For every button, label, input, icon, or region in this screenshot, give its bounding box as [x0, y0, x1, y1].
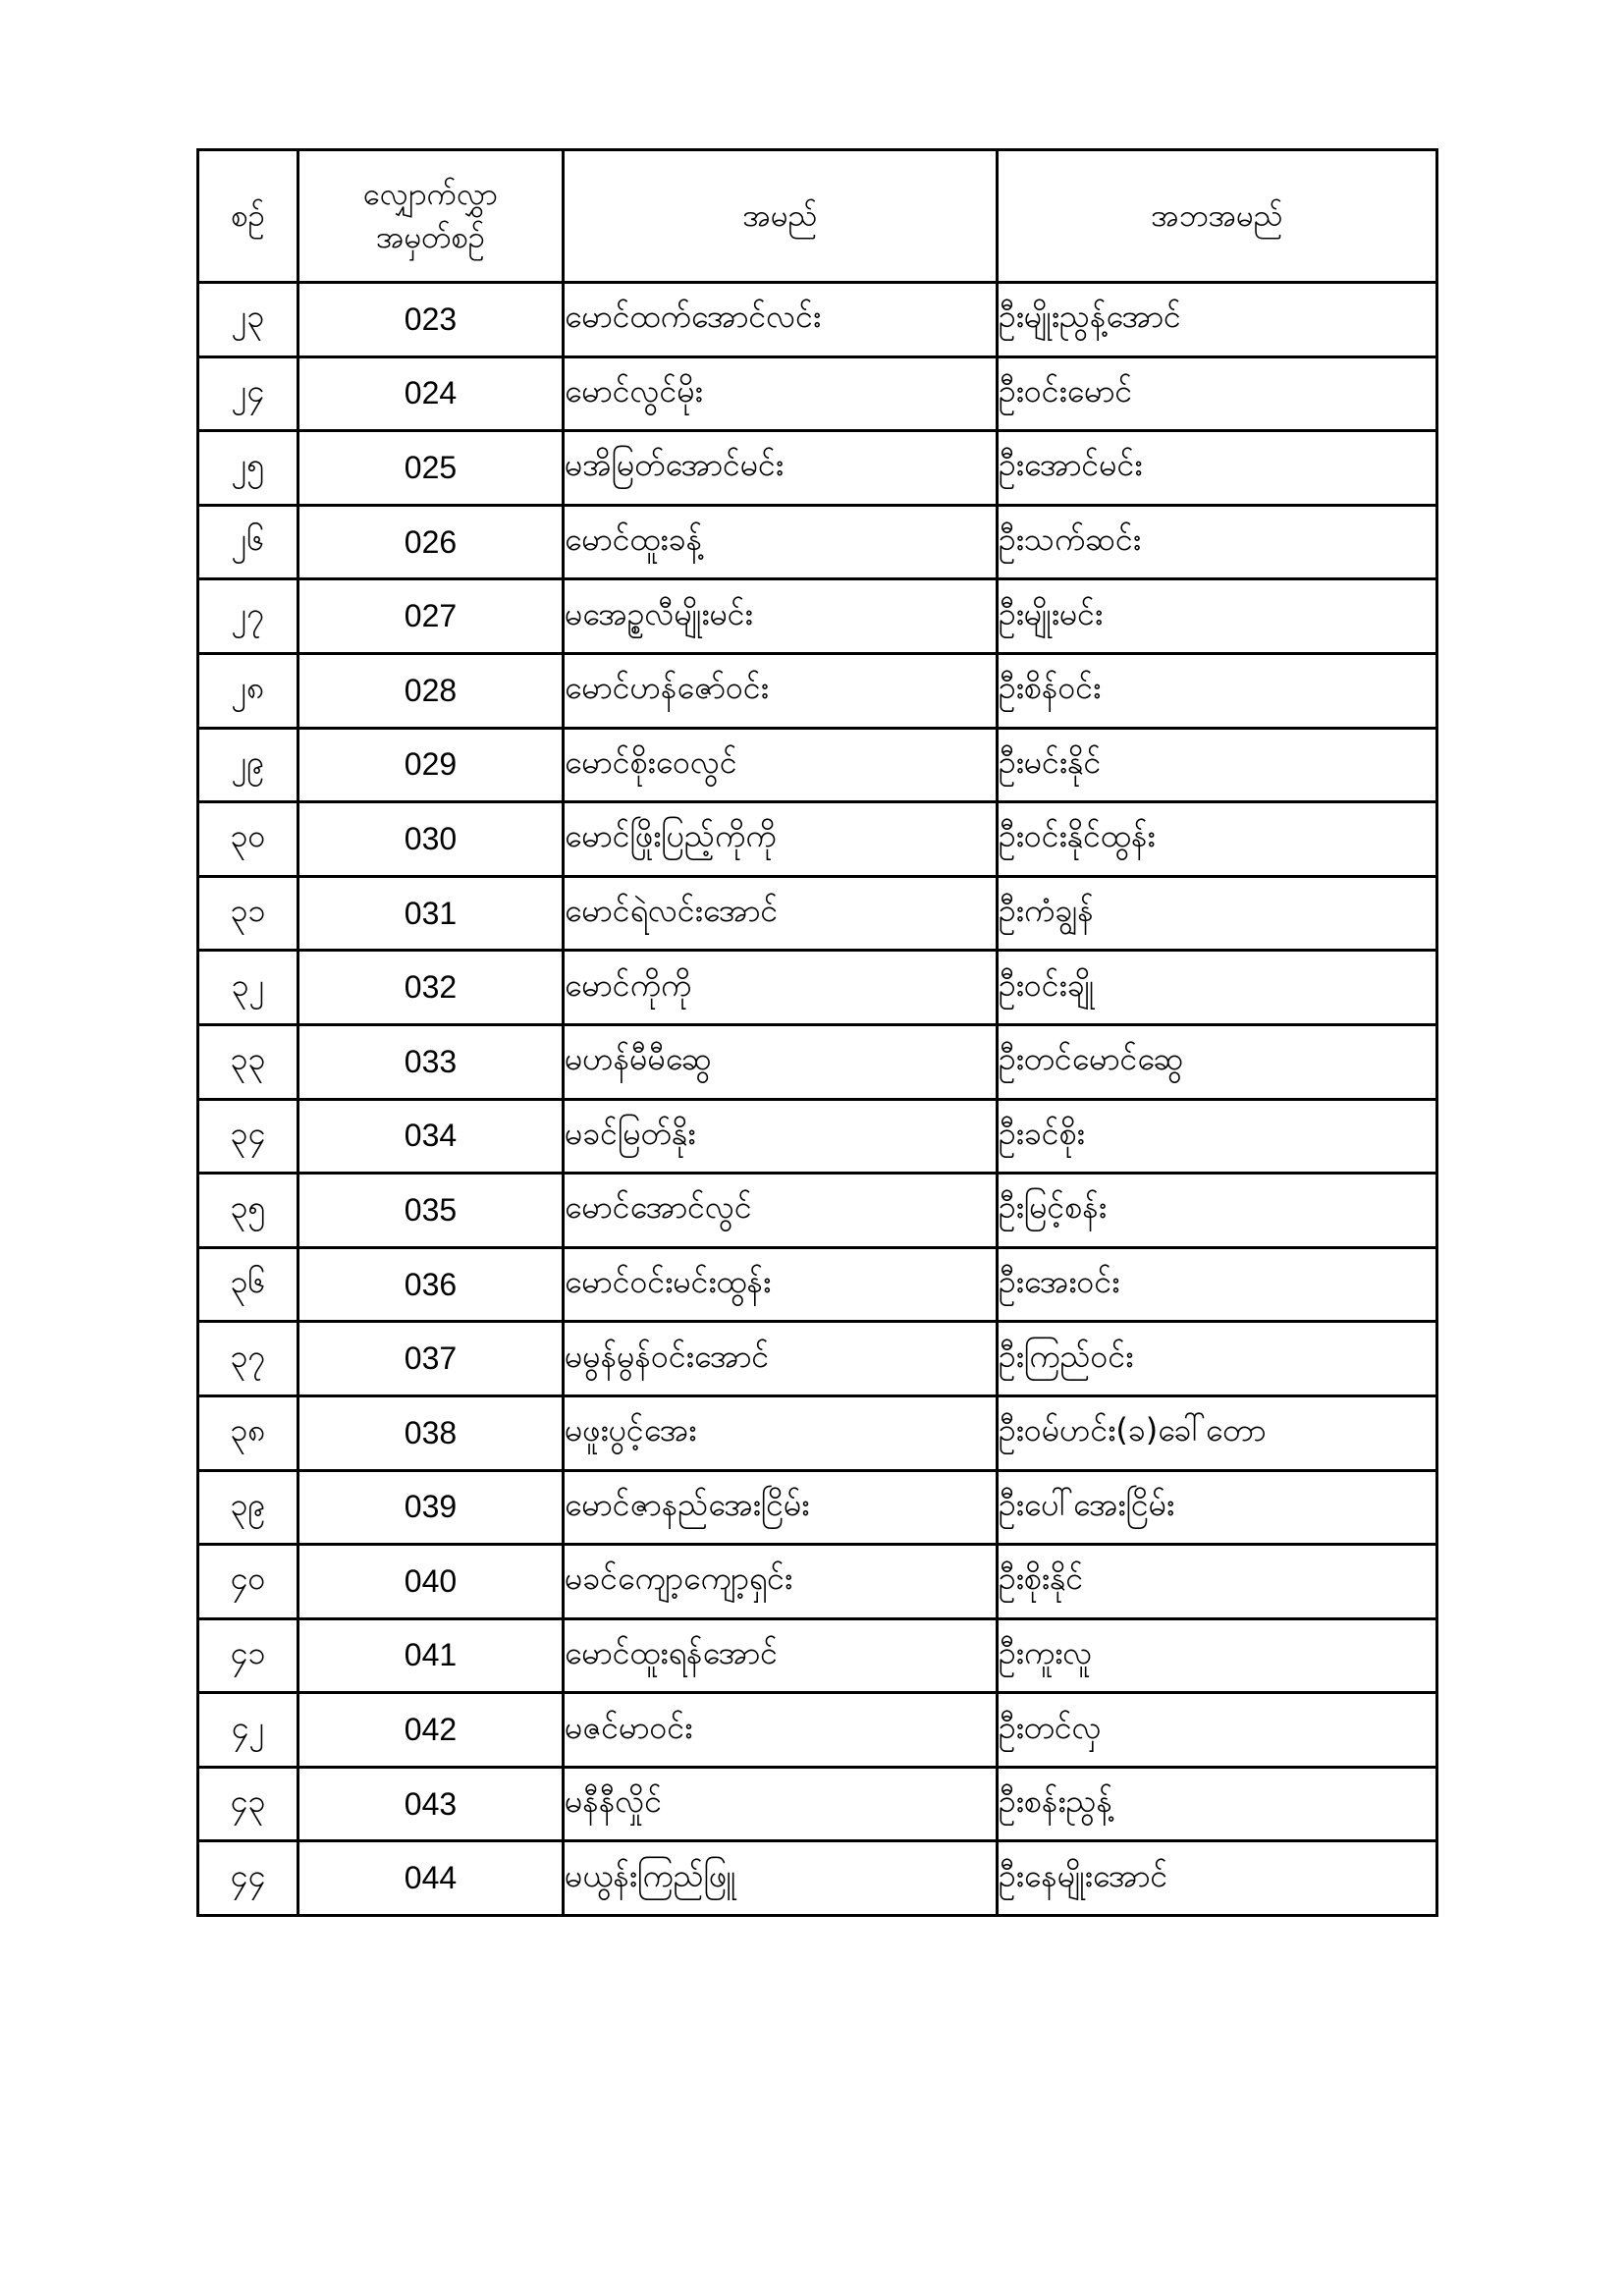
- applicant-name: မောင်ဖြိုးပြည့်ကိုကို: [564, 802, 998, 877]
- header-roll-number: [298, 150, 564, 283]
- father-name: ဦးနေမျိုးအောင်: [998, 1841, 1437, 1916]
- applicant-name: မခင်ကျော့ကျော့ရှင်း: [564, 1545, 998, 1619]
- application-number: 036: [298, 1247, 564, 1322]
- father-name: ဦးမျိုးညွန့်အောင်: [998, 283, 1437, 357]
- applicant-name: မောင်လွင်မိုး: [564, 356, 998, 431]
- father-name: ဦးစိန်ဝင်း: [998, 653, 1437, 728]
- header-no: စဉ်: [198, 150, 298, 283]
- application-number: 031: [298, 876, 564, 951]
- applicant-name: မအေဥ္စလီမျိုးမင်း: [564, 579, 998, 654]
- table-row: [198, 1099, 1437, 1174]
- application-number: 037: [298, 1322, 564, 1396]
- application-number: 034: [298, 1099, 564, 1174]
- row-number: ၂၃: [198, 283, 298, 357]
- father-name: ဦးကြည်ဝင်း: [998, 1322, 1437, 1396]
- table-row: [198, 1618, 1437, 1693]
- table-row: [198, 1395, 1437, 1470]
- father-name: ဦးဝမ်ဟင်း(ခ)ခေါ်တော: [998, 1395, 1437, 1470]
- table-row: [198, 1174, 1437, 1248]
- father-name: ဦးမျိုးမင်း: [998, 579, 1437, 654]
- row-number: ၃၇: [198, 1322, 298, 1396]
- table-row: [198, 1470, 1437, 1545]
- application-number: 027: [298, 579, 564, 654]
- application-number: 030: [298, 802, 564, 877]
- row-number: ၄၂: [198, 1693, 298, 1768]
- table-row: [198, 1841, 1437, 1916]
- applicant-name: မနီနီလှိုင်: [564, 1767, 998, 1841]
- applicant-name: မောင်ထက်အောင်လင်း: [564, 283, 998, 357]
- header-roll-line2: အမှတ်စဉ်: [376, 220, 485, 255]
- row-number: ၄၄: [198, 1841, 298, 1916]
- row-number: ၂၇: [198, 579, 298, 654]
- father-name: ဦးအောင်မင်း: [998, 431, 1437, 506]
- applicant-name: မောင်စိုးဝေလွင်: [564, 728, 998, 802]
- applicant-name: မောင်ဟန်ဇော်ဝင်း: [564, 653, 998, 728]
- applicant-name: မောင်ထူးရန်အောင်: [564, 1618, 998, 1693]
- applicant-name: မောင်ရဲလင်းအောင်: [564, 876, 998, 951]
- table-row: [198, 1545, 1437, 1619]
- application-number: 026: [298, 505, 564, 579]
- applicant-name: မဖူးပွင့်အေး: [564, 1395, 998, 1470]
- header-father-name: အဘအမည်: [998, 150, 1437, 283]
- table-row: [198, 431, 1437, 506]
- row-number: ၂၄: [198, 356, 298, 431]
- father-name: ဦးစိုးနိုင်: [998, 1545, 1437, 1619]
- father-name: ဦးမြင့်စန်း: [998, 1174, 1437, 1248]
- table-header: [198, 150, 1437, 283]
- table-row: [198, 283, 1437, 357]
- row-number: ၃၉: [198, 1470, 298, 1545]
- application-number: 044: [298, 1841, 564, 1916]
- table-body: [198, 283, 1437, 1916]
- father-name: ဦးဝင်းမောင်: [998, 356, 1437, 431]
- row-number: ၃၁: [198, 876, 298, 951]
- table-row: [198, 1024, 1437, 1099]
- row-number: ၂၆: [198, 505, 298, 579]
- row-number: ၄၀: [198, 1545, 298, 1619]
- father-name: ဦးအေးဝင်း: [998, 1247, 1437, 1322]
- application-number: 028: [298, 653, 564, 728]
- row-number: ၃၈: [198, 1395, 298, 1470]
- father-name: ဦးစန်းညွန့်: [998, 1767, 1437, 1841]
- father-name: ဦးတင်မောင်ဆွေ: [998, 1024, 1437, 1099]
- table-row: [198, 1767, 1437, 1841]
- application-number: 029: [298, 728, 564, 802]
- father-name: ဦးကံချွန်: [998, 876, 1437, 951]
- application-number: 042: [298, 1693, 564, 1768]
- father-name: ဦးဝင်းချို: [998, 951, 1437, 1025]
- applicant-name: မဇင်မာဝင်း: [564, 1693, 998, 1768]
- applicant-name: မယွန်းကြည်ဖြူ: [564, 1841, 998, 1916]
- header-roll-line1: လျှောက်လွှာ: [363, 177, 498, 212]
- table-row: [198, 356, 1437, 431]
- father-name: ဦးဝင်းနိုင်ထွန်း: [998, 802, 1437, 877]
- table-row: [198, 1322, 1437, 1396]
- application-number: 040: [298, 1545, 564, 1619]
- row-number: ၃၀: [198, 802, 298, 877]
- table-row: [198, 579, 1437, 654]
- father-name: ဦးကူးလူ: [998, 1618, 1437, 1693]
- row-number: ၂၅: [198, 431, 298, 506]
- header-row: [198, 150, 1437, 283]
- table-row: [198, 1247, 1437, 1322]
- application-number: 041: [298, 1618, 564, 1693]
- applicant-name: မခင်မြတ်နိုး: [564, 1099, 998, 1174]
- table-row: [198, 1693, 1437, 1768]
- applicant-name: မောင်ကိုကို: [564, 951, 998, 1025]
- father-name: ဦးပေါ်အေးငြိမ်း: [998, 1470, 1437, 1545]
- table-row: [198, 653, 1437, 728]
- application-number: 039: [298, 1470, 564, 1545]
- application-number: 035: [298, 1174, 564, 1248]
- application-number: 024: [298, 356, 564, 431]
- application-number: 025: [298, 431, 564, 506]
- father-name: ဦးခင်စိုး: [998, 1099, 1437, 1174]
- row-number: ၄၃: [198, 1767, 298, 1841]
- row-number: ၃၂: [198, 951, 298, 1025]
- row-number: ၃၅: [198, 1174, 298, 1248]
- application-number: 032: [298, 951, 564, 1025]
- father-name: ဦးတင်လှ: [998, 1693, 1437, 1768]
- header-name: အမည်: [564, 150, 998, 283]
- row-number: ၃၆: [198, 1247, 298, 1322]
- father-name: ဦးမင်းနိုင်: [998, 728, 1437, 802]
- father-name: ဦးသက်ဆင်း: [998, 505, 1437, 579]
- table-row: [198, 802, 1437, 877]
- applicant-name: မဟန်မီမီဆွေ: [564, 1024, 998, 1099]
- row-number: ၄၁: [198, 1618, 298, 1693]
- application-number: 038: [298, 1395, 564, 1470]
- applicant-name: မောင်ဝင်းမင်းထွန်း: [564, 1247, 998, 1322]
- table-row: [198, 505, 1437, 579]
- application-number: 033: [298, 1024, 564, 1099]
- table-row: [198, 728, 1437, 802]
- applicant-table: [196, 148, 1438, 1917]
- table-row: [198, 951, 1437, 1025]
- row-number: ၂၈: [198, 653, 298, 728]
- applicant-name: မအိမြတ်အောင်မင်း: [564, 431, 998, 506]
- applicant-name: မမွန်မွန်ဝင်းအောင်: [564, 1322, 998, 1396]
- application-number: 043: [298, 1767, 564, 1841]
- row-number: ၃၄: [198, 1099, 298, 1174]
- row-number: ၂၉: [198, 728, 298, 802]
- applicant-name: မောင်ထူးခန့်: [564, 505, 998, 579]
- row-number: ၃၃: [198, 1024, 298, 1099]
- applicant-name: မောင်ဇာနည်အေးငြိမ်း: [564, 1470, 998, 1545]
- applicant-name: မောင်အောင်လွင်: [564, 1174, 998, 1248]
- table-row: [198, 876, 1437, 951]
- application-number: 023: [298, 283, 564, 357]
